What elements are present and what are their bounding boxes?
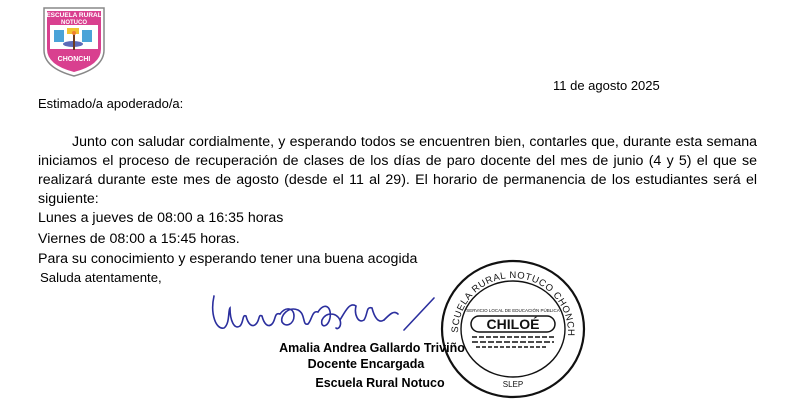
logo-bottom-text: CHONCHI: [57, 56, 91, 63]
signatory-role: Docente Encargada: [307, 357, 425, 371]
signatory-school: Escuela Rural Notuco: [315, 376, 445, 390]
main-paragraph: Junto con saludar cordialmente, y esperando todos se encuentren bien, contarles que, durante esta semana iniciamos el proceso de recuperación de clases de los días de paro docente del mes de junio (4 y 5) el que se realizará durante este mes de agosto (desde el 11 al 29). El horario de permanencia de los estudiantes será el siguiente:: [38, 134, 757, 207]
signatory-name: Amalia Andrea Gallardo Triviño: [279, 341, 465, 355]
handwritten-signature: [208, 284, 438, 336]
logo-sub-text: NOTUCO: [61, 20, 87, 26]
letter-date: 11 de agosto 2025: [553, 78, 660, 93]
letter-body: [38, 133, 757, 209]
logo-top-text: ESCUELA RURAL: [46, 12, 102, 19]
stamp-region: CHILOÉ: [486, 316, 540, 332]
stamp-bottom: SLEP: [502, 380, 524, 389]
stamp-ring-text: SCUELA RURAL NOTUCO CHONCH: [449, 269, 577, 337]
stamp-agency: SERVICIO LOCAL DE EDUCACIÓN PÚBLICA: [466, 308, 560, 313]
greeting: Estimado/a apoderado/a:: [38, 96, 184, 111]
schedule-friday: Viernes de 08:00 a 15:45 horas.: [38, 231, 240, 247]
schedule-weekdays: Lunes a jueves de 08:00 a 16:35 horas: [38, 210, 284, 226]
closing-line: Para su conocimiento y esperando tener una buena acogida: [38, 251, 418, 267]
school-logo: [40, 6, 108, 78]
farewell: Saluda atentamente,: [40, 270, 162, 285]
